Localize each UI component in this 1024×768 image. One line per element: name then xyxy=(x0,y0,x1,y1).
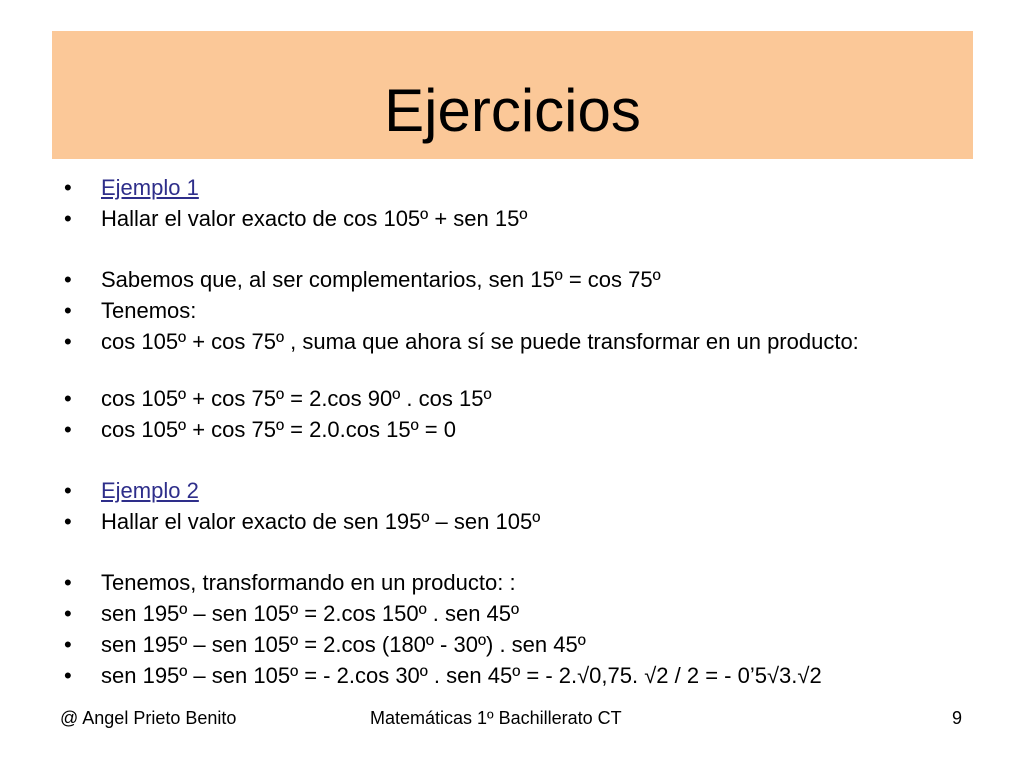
bullet-icon: • xyxy=(64,206,72,231)
title-bar xyxy=(52,31,973,159)
list-item-ejemplo-2 xyxy=(60,478,960,503)
list-item-text: sen 195º – sen 105º = 2.cos 150º . sen 45º xyxy=(101,601,520,626)
bullet-icon: • xyxy=(64,478,72,503)
bullet-icon: • xyxy=(64,329,72,354)
list-item-text: Ejemplo 2 xyxy=(101,478,199,503)
list-item-text: Ejemplo 1 xyxy=(101,175,199,200)
list-item xyxy=(60,601,960,626)
list-item xyxy=(60,298,960,323)
list-item-text: Tenemos, transformando en un producto: : xyxy=(101,570,516,595)
bullet-icon: • xyxy=(64,509,72,534)
bullet-icon: • xyxy=(64,632,72,657)
list-item xyxy=(60,206,960,231)
list-item-text: Hallar el valor exacto de cos 105º + sen 15º xyxy=(101,206,528,231)
list-item-text: Sabemos que, al ser complementarios, sen 15º = cos 75º xyxy=(101,267,661,292)
list-item xyxy=(60,386,960,411)
list-item xyxy=(60,417,960,442)
footer-course: Matemáticas 1º Bachillerato CT xyxy=(370,708,622,728)
list-item xyxy=(60,267,960,292)
bullet-icon: • xyxy=(64,663,72,688)
bullet-icon: • xyxy=(64,417,72,442)
bullet-icon: • xyxy=(64,570,72,595)
bullet-icon: • xyxy=(64,298,72,323)
bullet-icon: • xyxy=(64,267,72,292)
list-item-text: sen 195º – sen 105º = 2.cos (180º - 30º) . sen 45º xyxy=(101,632,586,657)
bullet-icon: • xyxy=(64,175,72,200)
list-item-text: cos 105º + cos 75º = 2.0.cos 15º = 0 xyxy=(101,417,456,442)
list-item xyxy=(60,509,960,534)
list-item-text: sen 195º – sen 105º = - 2.cos 30º . sen 45º = - 2.√0,75. √2 / 2 = - 0’5√3.√2 xyxy=(101,663,822,688)
footer-author: @ Angel Prieto Benito xyxy=(60,708,237,728)
list-item-text: Hallar el valor exacto de sen 195º – sen 105º xyxy=(101,509,541,534)
footer-page-number: 9 xyxy=(951,708,962,728)
slide-title: Ejercicios xyxy=(384,77,641,144)
list-item xyxy=(60,329,960,354)
list-item-text: cos 105º + cos 75º , suma que ahora sí se puede transformar en un producto: xyxy=(101,329,859,354)
list-item-ejemplo-1 xyxy=(60,175,960,200)
list-item xyxy=(60,632,960,657)
bullet-icon: • xyxy=(64,386,72,411)
list-item-text: cos 105º + cos 75º = 2.cos 90º . cos 15º xyxy=(101,386,492,411)
list-item xyxy=(60,663,960,688)
bullet-icon: • xyxy=(64,601,72,626)
list-item-text: Tenemos: xyxy=(101,298,197,323)
list-item xyxy=(60,570,960,595)
